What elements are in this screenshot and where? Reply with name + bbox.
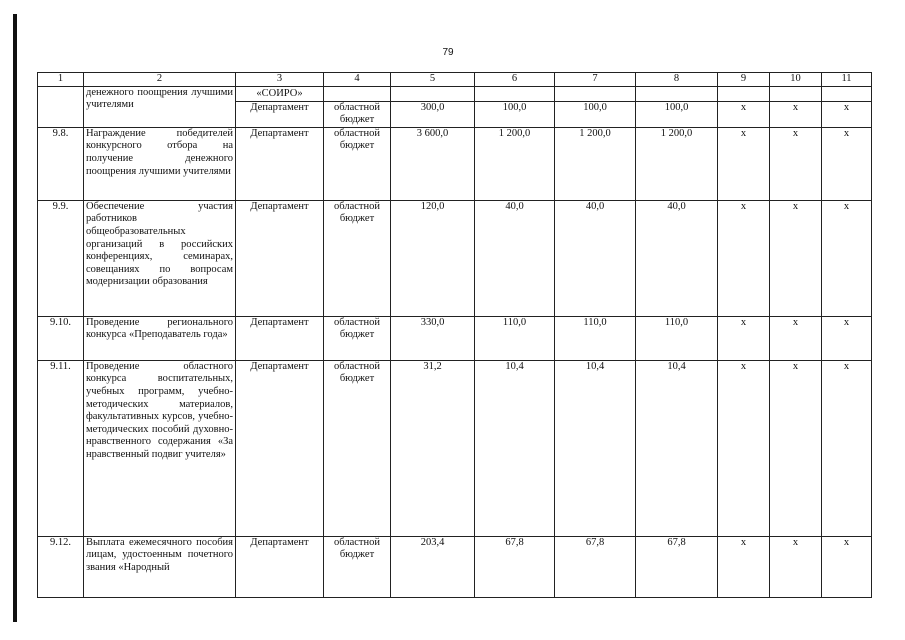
row-value-9: x bbox=[718, 86, 770, 127]
row-executor bbox=[236, 86, 324, 127]
row-value-11: x bbox=[822, 86, 872, 127]
row-value-11: x bbox=[822, 536, 872, 597]
row-name: Обеспечение участия работников общеобразовательных организаций в российских конференциях, семинарах, совещаниях по вопросам модернизации образования bbox=[84, 200, 236, 316]
row-value-5: 3 600,0 bbox=[391, 127, 475, 200]
row-value-10: x bbox=[770, 316, 822, 360]
row-source: областной бюджет bbox=[324, 316, 391, 360]
row-value-6: 110,0 bbox=[475, 316, 555, 360]
row-number: 9.10. bbox=[38, 316, 84, 360]
row-name: Награждение победителей конкурсного отбора на получение денежного поощрения лучшими учителями bbox=[84, 127, 236, 200]
row-executor: Департамент bbox=[236, 200, 324, 316]
row-value-11: x bbox=[822, 200, 872, 316]
row-value-5: 330,0 bbox=[391, 316, 475, 360]
row-value-10: x bbox=[770, 200, 822, 316]
row-executor: Департамент bbox=[236, 127, 324, 200]
scan-edge-bar bbox=[13, 14, 17, 622]
row-source: областной бюджет bbox=[324, 200, 391, 316]
row-value-10: x bbox=[770, 360, 822, 536]
row-value-7: 110,0 bbox=[555, 316, 636, 360]
row-number: 9.9. bbox=[38, 200, 84, 316]
table-row bbox=[38, 127, 872, 200]
col-header-6: 6 bbox=[475, 73, 555, 87]
row-value-6: 67,8 bbox=[475, 536, 555, 597]
page-number: 79 bbox=[442, 47, 454, 58]
row-value-8: 110,0 bbox=[636, 316, 718, 360]
row-value-9: x bbox=[718, 316, 770, 360]
row-source: областной бюджет bbox=[324, 360, 391, 536]
row-number bbox=[38, 86, 84, 127]
row-value-7: 40,0 bbox=[555, 200, 636, 316]
budget-table bbox=[37, 72, 872, 598]
row-value-10: x bbox=[770, 536, 822, 597]
row-source bbox=[324, 86, 391, 127]
row-value-9: x bbox=[718, 200, 770, 316]
row-value-8: 40,0 bbox=[636, 200, 718, 316]
row-value-8: 10,4 bbox=[636, 360, 718, 536]
col-header-3: 3 bbox=[236, 73, 324, 87]
col-header-10: 10 bbox=[770, 73, 822, 87]
row-value-8: 1 200,0 bbox=[636, 127, 718, 200]
row-executor: Департамент bbox=[236, 316, 324, 360]
col-header-5: 5 bbox=[391, 73, 475, 87]
row-number: 9.11. bbox=[38, 360, 84, 536]
source-bottom: областной бюджет bbox=[334, 101, 380, 126]
table-row-continued bbox=[38, 86, 872, 127]
table-row bbox=[38, 536, 872, 597]
row-value-9: x bbox=[718, 127, 770, 200]
row-value-7: 67,8 bbox=[555, 536, 636, 597]
row-value-6: 1 200,0 bbox=[475, 127, 555, 200]
row-value-6: 100,0 bbox=[475, 86, 555, 127]
row-value-5: 120,0 bbox=[391, 200, 475, 316]
table-row bbox=[38, 316, 872, 360]
col-header-2: 2 bbox=[84, 73, 236, 87]
table-row bbox=[38, 200, 872, 316]
column-number-row bbox=[38, 73, 872, 87]
row-value-6: 40,0 bbox=[475, 200, 555, 316]
row-value-9: x bbox=[718, 536, 770, 597]
col-header-7: 7 bbox=[555, 73, 636, 87]
row-source: областной бюджет bbox=[324, 536, 391, 597]
row-number: 9.12. bbox=[38, 536, 84, 597]
row-value-10: x bbox=[770, 86, 822, 127]
row-name: Проведение регионального конкурса «Преподаватель года» bbox=[84, 316, 236, 360]
row-value-5: 300,0 bbox=[391, 86, 475, 127]
row-value-5: 31,2 bbox=[391, 360, 475, 536]
col-header-11: 11 bbox=[822, 73, 872, 87]
col-header-1: 1 bbox=[38, 73, 84, 87]
row-number: 9.8. bbox=[38, 127, 84, 200]
row-source: областной бюджет bbox=[324, 127, 391, 200]
row-name: Проведение областного конкурса воспитательных, учебных программ, учебно-методических материалов, факультативных курсов, учебно-методических пособий духовно-нравственного содержания «За нравственный подвиг учителя» bbox=[84, 360, 236, 536]
col-header-8: 8 bbox=[636, 73, 718, 87]
row-value-11: x bbox=[822, 127, 872, 200]
col-header-9: 9 bbox=[718, 73, 770, 87]
row-value-6: 10,4 bbox=[475, 360, 555, 536]
table-row bbox=[38, 360, 872, 536]
row-executor: Департамент bbox=[236, 360, 324, 536]
row-value-10: x bbox=[770, 127, 822, 200]
row-name: денежного поощрения лучшими учителями bbox=[84, 86, 236, 127]
col-header-4: 4 bbox=[324, 73, 391, 87]
executor-bottom: Департамент bbox=[250, 101, 309, 113]
row-value-5: 203,4 bbox=[391, 536, 475, 597]
row-value-7: 10,4 bbox=[555, 360, 636, 536]
row-name: Выплата ежемесячного пособия лицам, удостоенным почетного звания «Народный bbox=[84, 536, 236, 597]
row-value-8: 67,8 bbox=[636, 536, 718, 597]
row-value-9: x bbox=[718, 360, 770, 536]
executor-top: «СОИРО» bbox=[236, 87, 323, 102]
row-value-11: x bbox=[822, 316, 872, 360]
row-value-8: 100,0 bbox=[636, 86, 718, 127]
row-value-7: 100,0 bbox=[555, 86, 636, 127]
row-executor: Департамент bbox=[236, 536, 324, 597]
source-top-empty bbox=[324, 87, 390, 102]
row-value-7: 1 200,0 bbox=[555, 127, 636, 200]
row-value-11: x bbox=[822, 360, 872, 536]
